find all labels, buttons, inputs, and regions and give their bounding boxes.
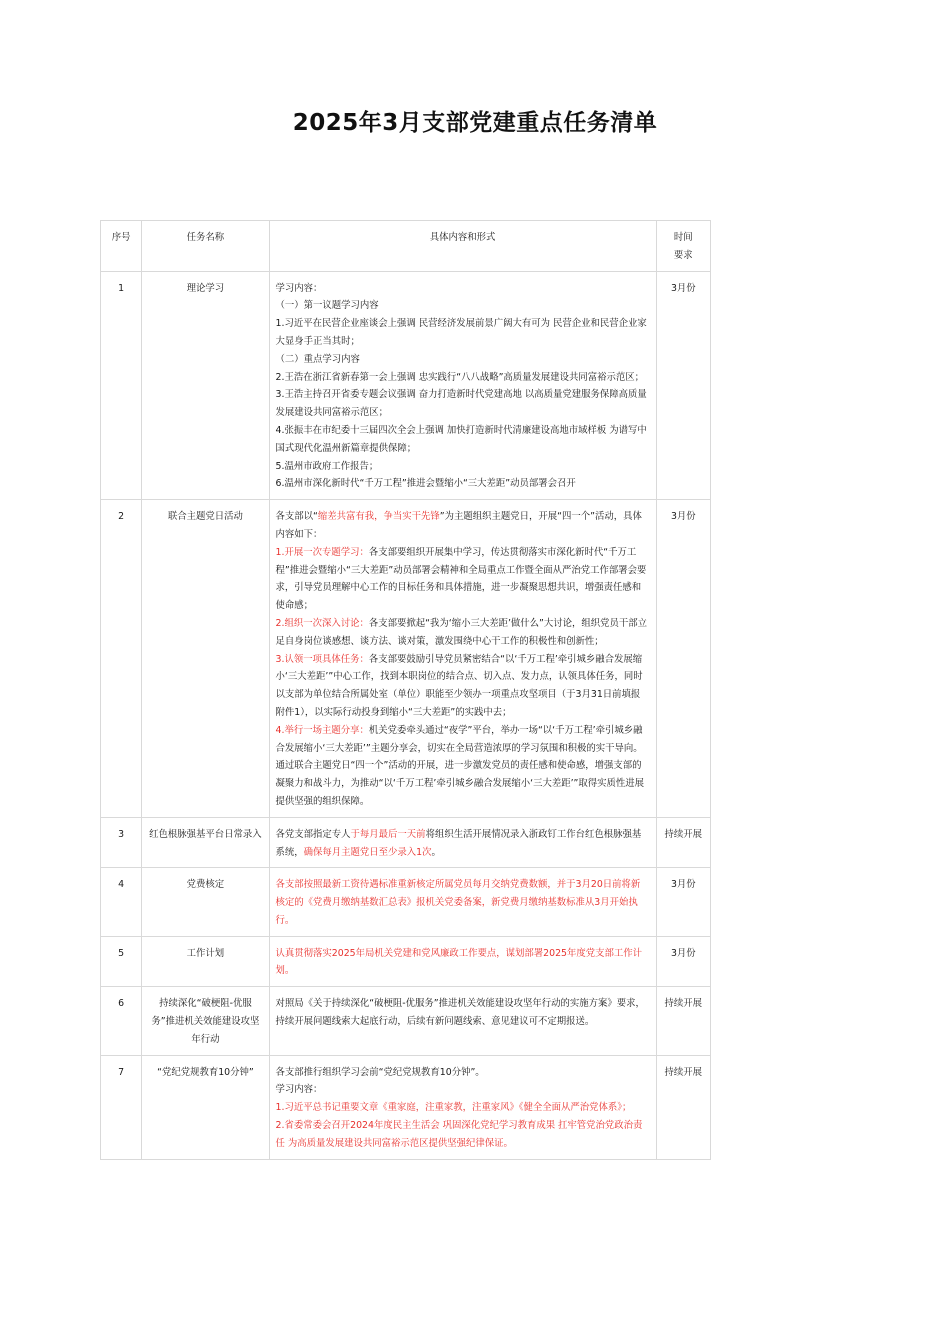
header-content: 具体内容和形式 xyxy=(269,221,656,272)
intro-theme: 缩差共富有我，争当实干先锋 xyxy=(317,511,440,523)
content-line: 学习内容： xyxy=(275,282,323,294)
row-no: 3 xyxy=(101,817,142,868)
content-line: （一）第一议题学习内容 xyxy=(275,300,379,312)
table-row xyxy=(101,1055,711,1159)
content-highlight: 确保每月主题党日至少录入1次 xyxy=(303,846,432,858)
content-item: 2.省委常委会召开2024年度民主生活会 巩固深化党纪学习教育成果 扛牢管党治党政治责任 为高质量发展建设共同富裕示范区提供坚强纪律保证。 xyxy=(275,1120,643,1149)
page-title: 2025年3月支部党建重点任务清单 xyxy=(292,110,658,136)
content-line: 4.张振丰在市纪委十三届四次全会上强调 加快打造新时代清廉建设高地市域样板 为谱写中国式现代化温州新篇章提供保障； xyxy=(275,424,647,454)
content-line: 各支部推行组织学习会前“党纪党规教育10分钟”。 xyxy=(275,1066,485,1078)
content-text: 将组织生活开展情况录入浙政钉工作台红色根脉强基系统， xyxy=(275,828,642,858)
row-content xyxy=(269,271,656,500)
item-heading: 1.开展一次专题学习： xyxy=(275,546,369,558)
header-time-text: 时间要求 xyxy=(673,232,693,261)
row-content: 认真贯彻落实2025年局机关党建和党风廉政工作要点，谋划部署2025年度党支部工作计划。 xyxy=(269,936,656,987)
item-heading: 2.组织一次深入讨论： xyxy=(275,617,369,629)
table-header-row xyxy=(101,221,711,272)
task-table xyxy=(100,220,711,1160)
row-time: 3月份 xyxy=(656,271,710,500)
intro-text: 各支部以“ xyxy=(275,511,318,523)
header-no: 序号 xyxy=(101,221,142,272)
table-row xyxy=(101,500,711,818)
row-content xyxy=(269,817,656,868)
content-line: 3.王浩主持召开省委专题会议强调 奋力打造新时代党建高地 以高质量党建服务保障高质量发展建设共同富裕示范区； xyxy=(275,389,647,419)
row-content: 各支部按照最新工资待遇标准重新核定所属党员每月交纳党费数额，并于3月20日前将新核定的《党费月缴纳基数汇总表》报机关党委备案，新党费月缴纳基数标准从3月开始执行。 xyxy=(269,868,656,936)
row-time: 持续开展 xyxy=(656,817,710,868)
item-text: 机关党委牵头通过“夜学”平台，举办一场“以‘千万工程’牵引城乡融合发展缩小‘三大差距’”主题分享会，切实在全局营造浓厚的学习氛围和积极的实干导向。 xyxy=(275,724,643,754)
table-row xyxy=(101,987,711,1055)
content-line: 学习内容： xyxy=(275,1084,323,1096)
content-item xyxy=(276,651,650,722)
row-no: 4 xyxy=(101,868,142,936)
row-no: 2 xyxy=(101,500,142,818)
intro-text: ”为主题组织主题党日，开展“四一个”活动，具体内容如下： xyxy=(275,511,642,540)
content-line: 6.温州市深化新时代“千万工程”推进会暨缩小“三大差距”动员部署会召开 xyxy=(275,478,576,490)
row-task-name: 党费核定 xyxy=(142,868,269,936)
row-content xyxy=(269,500,656,818)
content-line: 5.温州市政府工作报告； xyxy=(275,460,379,472)
row-task-name: 联合主题党日活动 xyxy=(142,500,269,818)
row-no: 7 xyxy=(101,1055,142,1159)
content-item xyxy=(276,722,650,758)
row-task-name: 理论学习 xyxy=(142,271,269,500)
row-no: 6 xyxy=(101,987,142,1055)
row-no: 5 xyxy=(101,936,142,987)
content-text: 各党支部指定专人 xyxy=(275,828,351,840)
item-text: 各支部要鼓励引导党员紧密结合“以‘千万工程’牵引城乡融合发展缩小‘三大差距’”中心工作，找到本职岗位的结合点、切入点、发力点，认领具体任务，同时以支部为单位结合所属处室（单位）职能至少领办一项重点攻坚项目（于3月31日前填报附件1），以实际行动投身到缩小“三大差距”的实践中去； xyxy=(275,653,643,718)
row-time: 3月份 xyxy=(656,500,710,818)
content-line: 1.习近平在民营企业座谈会上强调 民营经济发展前景广阔大有可为 民营企业和民营企业家大显身手正当其时； xyxy=(275,318,647,347)
table-row xyxy=(101,817,711,868)
content-line: 2.王浩在浙江省新春第一会上强调 忠实践行“八八战略”高质量发展建设共同富裕示范区； xyxy=(275,371,645,383)
content-closing: 通过联合主题党日“四一个”活动的开展，进一步激发党员的责任感和使命感，增强支部的凝聚力和战斗力，为推动“以‘千万工程’牵引城乡融合发展缩小‘三大差距’”取得实质性进展提供坚强的组织保障。 xyxy=(275,760,645,807)
row-task-name: “党纪党规教育10分钟” xyxy=(142,1055,269,1159)
row-task-name: 红色根脉强基平台日常录入 xyxy=(142,817,269,868)
row-no: 1 xyxy=(101,271,142,500)
row-content xyxy=(269,1055,656,1159)
row-time: 持续开展 xyxy=(656,987,710,1055)
content-line: （二）重点学习内容 xyxy=(275,353,360,365)
content-highlight: 于每月最后一天前 xyxy=(350,828,426,840)
header-time xyxy=(656,221,710,272)
content-text: 。 xyxy=(431,846,441,858)
row-time: 持续开展 xyxy=(656,1055,710,1159)
table-row xyxy=(101,868,711,936)
row-time: 3月份 xyxy=(656,936,710,987)
row-content: 对照局《关于持续深化“破梗阻-优服务”推进机关效能建设攻坚年行动的实施方案》要求，持续开展问题线索大起底行动，后续有新问题线索、意见建议可不定期报送。 xyxy=(269,987,656,1055)
item-text: 各支部要组织开展集中学习，传达贯彻落实市深化新时代“千万工程”推进会暨缩小“三大差距”动员部署会精神和全局重点工作暨全面从严治党工作部署会要求，引导党员理解中心工作的目标任务和具体措施，进一步凝聚思想共识，增强责任感和使命感； xyxy=(275,546,647,612)
content-item xyxy=(276,544,650,615)
table-row xyxy=(101,936,711,987)
item-heading: 4.举行一场主题分享： xyxy=(275,724,369,736)
header-name: 任务名称 xyxy=(142,221,269,272)
table-row xyxy=(101,271,711,500)
row-time: 3月份 xyxy=(656,868,710,936)
content-item xyxy=(276,615,650,651)
content-item: 1.习近平总书记重要文章《重家庭，注重家教，注重家风》《健全全面从严治党体系》； xyxy=(275,1102,632,1114)
row-task-name: 持续深化“破梗阻-优服务”推进机关效能建设攻坚年行动 xyxy=(142,987,269,1055)
row-task-name: 工作计划 xyxy=(142,936,269,987)
item-text: 各支部要掀起“我为‘缩小三大差距’做什么”大讨论，组织党员干部立足自身岗位谈感想、谈方法、谈对策，激发围绕中心干工作的积极性和创新性； xyxy=(275,617,648,647)
item-heading: 3.认领一项具体任务： xyxy=(275,653,369,665)
content-intro xyxy=(276,508,650,544)
